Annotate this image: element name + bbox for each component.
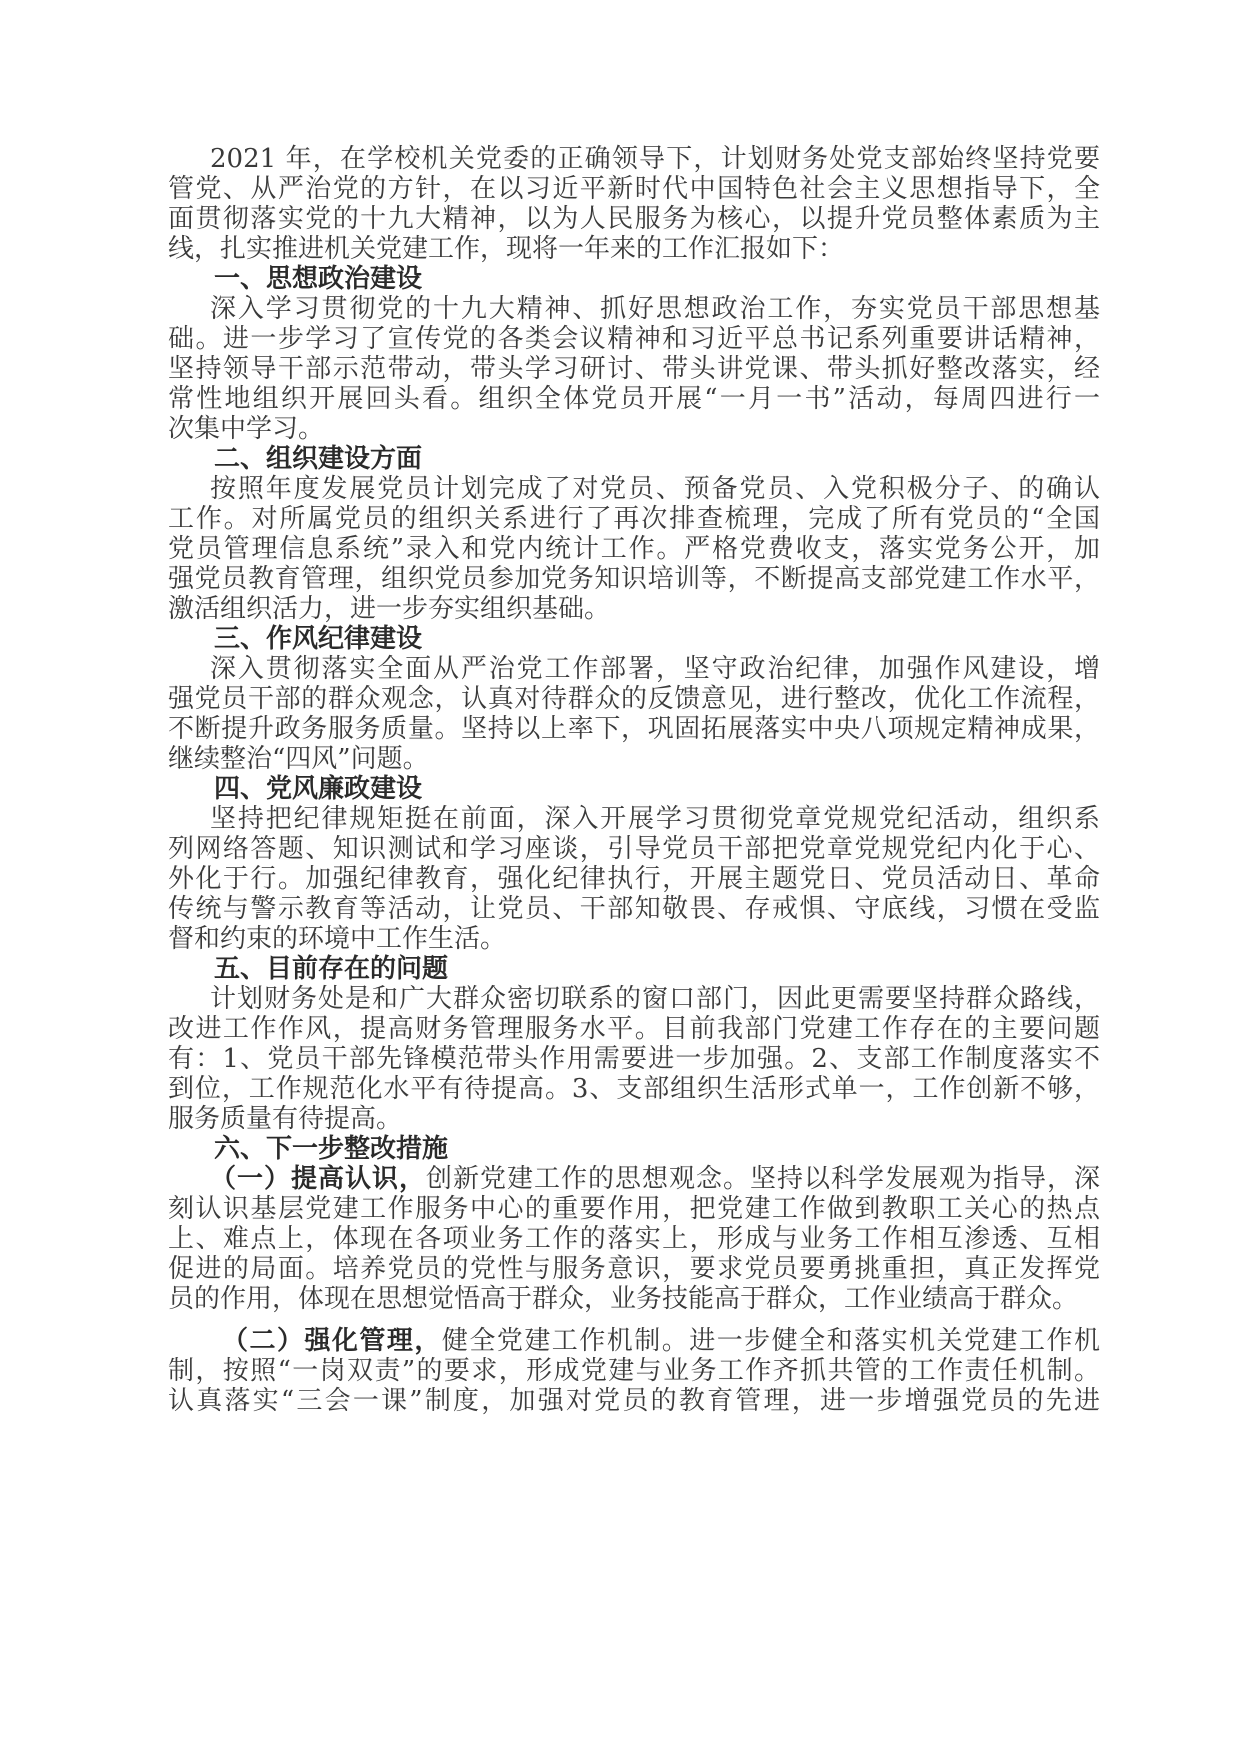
text-line (168, 834, 1100, 864)
text-line (168, 684, 1100, 714)
paragraph (168, 1326, 1100, 1416)
text-line (168, 324, 1100, 354)
line-text: 创新党建工作的思想观念。坚持以科学发展观为指导，深 (426, 1164, 1100, 1194)
text-line (168, 1044, 1100, 1074)
text-line (168, 744, 1100, 774)
line-text: 面贯彻落实党的十九大精神，以为人民服务为核心，以提升党员整体素质为主 (168, 204, 1100, 234)
text-line (168, 924, 1100, 954)
line-text: 到位，工作规范化水平有待提高。3、支部组织生活形式单一，工作创新不够， (168, 1074, 1100, 1104)
line-text: 服务质量有待提高。 (168, 1104, 403, 1134)
paragraph (168, 294, 1100, 444)
text-line (168, 1074, 1100, 1104)
text-line (168, 1254, 1100, 1284)
line-text: 强党员干部的群众观念，认真对待群众的反馈意见，进行整改，优化工作流程， (168, 684, 1100, 714)
line-text: 常性地组织开展回头看。组织全体党员开展“一月一书”活动，每周四进行一 (168, 384, 1100, 414)
section-heading: 三、作风纪律建设 (214, 624, 423, 654)
text-line (168, 144, 1100, 174)
line-text: 有：1、党员干部先锋模范带头作用需要进一步加强。2、支部工作制度落实不 (168, 1044, 1100, 1074)
line-text: 激活组织活力，进一步夯实组织基础。 (168, 594, 611, 624)
text-line (168, 564, 1100, 594)
line-text: 员的作用，体现在思想觉悟高于群众，业务技能高于群众，工作业绩高于群众。 (168, 1284, 1079, 1314)
line-text: 次集中学习。 (168, 414, 325, 444)
text-line (168, 414, 1100, 444)
text-line (168, 504, 1100, 534)
paragraph (168, 804, 1100, 954)
text-line (168, 1224, 1100, 1254)
text-line (168, 354, 1100, 384)
text-line (168, 894, 1100, 924)
paragraph (168, 474, 1100, 624)
line-text: 础。进一步学习了宣传党的各类会议精神和习近平总书记系列重要讲话精神， (168, 324, 1100, 354)
line-text: 刻认识基层党建工作服务中心的重要作用，把党建工作做到教职工关心的热点 (168, 1194, 1100, 1224)
text-line (168, 384, 1100, 414)
paragraph (168, 1164, 1100, 1314)
line-text: 健全党建工作机制。进一步健全和落实机关党建工作机 (441, 1326, 1100, 1356)
text-line (168, 654, 1100, 684)
line-text: 继续整治“四风”问题。 (168, 744, 429, 774)
line-text: 认真落实“三会一课”制度，加强对党员的教育管理，进一步增强党员的先进 (168, 1386, 1100, 1416)
text-line (168, 804, 1100, 834)
text-line (168, 234, 1100, 264)
paragraph (168, 984, 1100, 1134)
text-line (168, 1284, 1100, 1314)
text-line (168, 174, 1100, 204)
paragraph (168, 654, 1100, 774)
line-text: 按照年度发展党员计划完成了对党员、预备党员、入党积极分子、的确认 (210, 474, 1100, 504)
line-text: 管党、从严治党的方针，在以习近平新时代中国特色社会主义思想指导下，全 (168, 174, 1100, 204)
line-text: 传统与警示教育等活动，让党员、干部知敬畏、存戒惧、守底线，习惯在受监 (168, 894, 1100, 924)
text-line (168, 864, 1100, 894)
text-line (168, 534, 1100, 564)
text-line (168, 1356, 1100, 1386)
section-heading: 四、党风廉政建设 (214, 774, 423, 804)
text-line (168, 1014, 1100, 1044)
section-heading: 五、目前存在的问题 (214, 954, 449, 984)
line-text: 外化于行。加强纪律教育，强化纪律执行，开展主题党日、党员活动日、革命 (168, 864, 1100, 894)
line-text: 促进的局面。培养党员的党性与服务意识，要求党员要勇挑重担，真正发挥党 (168, 1254, 1100, 1284)
text-line (168, 294, 1100, 324)
line-text: 列网络答题、知识测试和学习座谈，引导党员干部把党章党规党纪内化于心、 (168, 834, 1100, 864)
line-text: 线，扎实推进机关党建工作，现将一年来的工作汇报如下： (168, 234, 845, 264)
bold-lead-phrase: （一）提高认识， (210, 1164, 426, 1194)
text-line (168, 1104, 1100, 1134)
paragraph (168, 144, 1100, 264)
line-text: 深入学习贯彻党的十九大精神、抓好思想政治工作，夯实党员干部思想基 (210, 294, 1100, 324)
line-text: 督和约束的环境中工作生活。 (168, 924, 507, 954)
text-line (168, 714, 1100, 744)
line-text: 坚持把纪律规矩挺在前面，深入开展学习贯彻党章党规党纪活动，组织系 (210, 804, 1100, 834)
line-text: 制，按照“一岗双责”的要求，形成党建与业务工作齐抓共管的工作责任机制。 (168, 1356, 1100, 1386)
bold-lead-phrase: （二）强化管理， (222, 1326, 442, 1356)
line-text: 强党员教育管理，组织党员参加党务知识培训等，不断提高支部党建工作水平， (168, 564, 1100, 594)
text-line (168, 1164, 1100, 1194)
line-text: 2021 年，在学校机关党委的正确领导下，计划财务处党支部始终坚持党要 (210, 144, 1100, 174)
line-text: 深入贯彻落实全面从严治党工作部署，坚守政治纪律，加强作风建设，增 (210, 654, 1100, 684)
text-line (168, 204, 1100, 234)
section-heading: 六、下一步整改措施 (214, 1134, 449, 1164)
text-line (168, 984, 1100, 1014)
section-heading: 一、思想政治建设 (214, 264, 423, 294)
text-line (168, 474, 1100, 504)
paragraph-spacer (168, 1314, 1100, 1326)
line-text: 不断提升政务服务质量。坚持以上率下，巩固拓展落实中央八项规定精神成果， (168, 714, 1100, 744)
text-line (168, 1194, 1100, 1224)
text-line (168, 1386, 1100, 1416)
line-text: 工作。对所属党员的组织关系进行了再次排查梳理，完成了所有党员的“全国 (168, 504, 1100, 534)
line-text: 改进工作作风，提高财务管理服务水平。目前我部门党建工作存在的主要问题 (168, 1014, 1100, 1044)
section-heading: 二、组织建设方面 (214, 444, 423, 474)
text-line (168, 594, 1100, 624)
line-text: 坚持领导干部示范带动，带头学习研讨、带头讲党课、带头抓好整改落实，经 (168, 354, 1100, 384)
document-body (168, 144, 1100, 1416)
line-text: 上、难点上，体现在各项业务工作的落实上，形成与业务工作相互渗透、互相 (168, 1224, 1100, 1254)
line-text: 党员管理信息系统”录入和党内统计工作。严格党费收支，落实党务公开，加 (168, 534, 1100, 564)
line-text: 计划财务处是和广大群众密切联系的窗口部门，因此更需要坚持群众路线， (210, 984, 1100, 1014)
text-line (168, 1326, 1100, 1356)
